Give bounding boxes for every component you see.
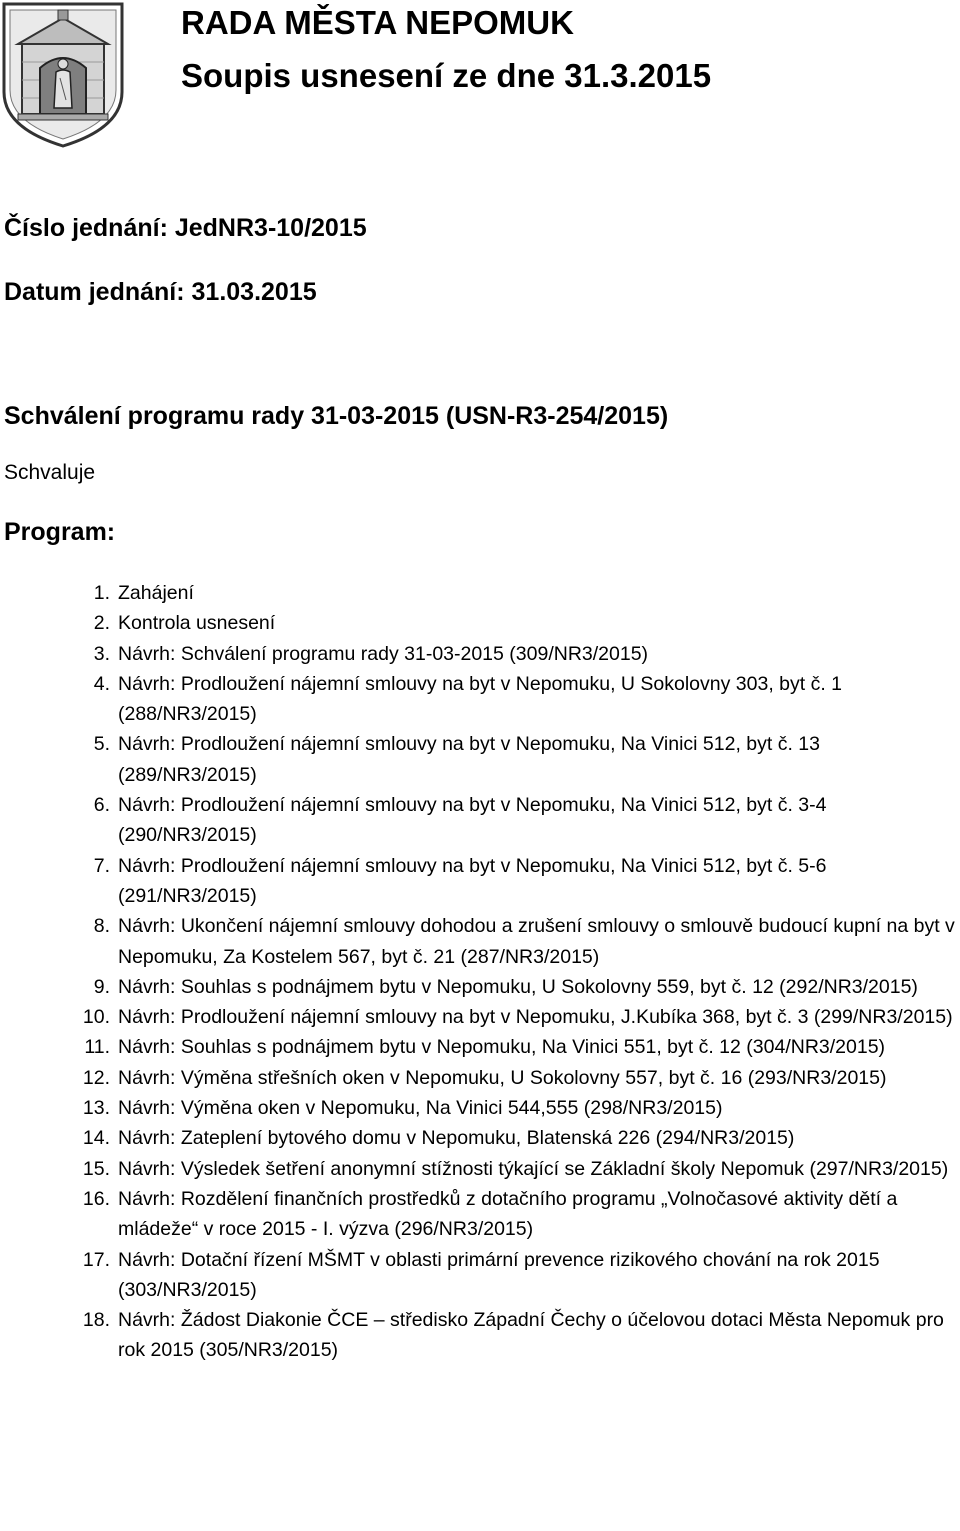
- item-number: 1.: [93, 582, 110, 604]
- case-number: Číslo jednání: JedNR3-10/2015: [4, 214, 367, 242]
- program-item: [0, 911, 960, 972]
- program-item: [0, 669, 960, 730]
- item-number: 12.: [82, 1066, 110, 1089]
- item-text: Návrh: Výměna střešních oken v Nepomuku, U Sokolovny 557, byt č. 16 (293/NR3/2015): [118, 1066, 887, 1089]
- item-number: 14.: [82, 1127, 110, 1150]
- program-item: [0, 1123, 960, 1153]
- meeting-date: Datum jednání: 31.03.2015: [4, 278, 317, 306]
- item-text: Návrh: Dotační řízení MŠMT v oblasti primární prevence rizikového chování na rok 2015 (303/NR3/2015): [118, 1248, 880, 1301]
- item-text: Kontrola usnesení: [118, 612, 276, 635]
- item-text: Zahájení: [118, 582, 194, 604]
- program-item: [0, 1154, 960, 1184]
- program-item: [0, 1063, 960, 1093]
- item-number: 2.: [93, 612, 110, 635]
- program-item: [0, 578, 960, 608]
- program-item: [0, 972, 960, 1002]
- item-number: 13.: [82, 1097, 110, 1120]
- item-number: 8.: [93, 915, 110, 938]
- program-item: [0, 608, 960, 638]
- item-text: Návrh: Prodloužení nájemní smlouvy na byt v Nepomuku, J.Kubíka 368, byt č. 3 (299/NR3/2015): [118, 1006, 953, 1029]
- item-number: 15.: [82, 1157, 110, 1180]
- item-text: Návrh: Prodloužení nájemní smlouvy na byt v Nepomuku, Na Vinici 512, byt č. 3-4 (290/NR3/2015): [118, 794, 827, 847]
- program-item: [0, 1305, 960, 1366]
- item-text: Návrh: Výsledek šetření anonymní stížnosti týkající se Základní školy Nepomuk (297/NR3/2015): [118, 1157, 949, 1180]
- item-text: Návrh: Souhlas s podnájmem bytu v Nepomuku, Na Vinici 551, byt č. 12 (304/NR3/2015): [118, 1036, 886, 1059]
- item-text: Návrh: Ukončení nájemní smlouvy dohodou a zrušení smlouvy o smlouvě budoucí kupní na byt v Nepomuku, Za Kostelem 567, byt č. 21 (287/NR3/2015): [118, 915, 955, 968]
- program-heading: Program:: [4, 518, 116, 546]
- program-item: [0, 851, 960, 912]
- item-text: Návrh: Schválení programu rady 31-03-2015 (309/NR3/2015): [118, 642, 649, 665]
- program-item: [0, 1184, 960, 1245]
- item-number: 16.: [82, 1187, 110, 1210]
- item-text: Návrh: Souhlas s podnájmem bytu v Nepomuku, U Sokolovny 559, byt č. 12 (292/NR3/2015): [118, 975, 918, 998]
- item-number: 7.: [93, 854, 110, 877]
- item-text: Návrh: Výměna oken v Nepomuku, Na Vinici 544,555 (298/NR3/2015): [118, 1097, 723, 1120]
- program-item: [0, 1032, 960, 1062]
- program-list: [0, 578, 960, 1366]
- item-text: Návrh: Žádost Diakonie ČCE – středisko Západní Čechy o účelovou dotaci Města Nepomuk pro rok 2015 (305/NR3/2015): [118, 1309, 944, 1362]
- item-number: 9.: [93, 975, 110, 998]
- town-coat-of-arms-logo: [0, 0, 126, 150]
- item-text: Návrh: Prodloužení nájemní smlouvy na byt v Nepomuku, Na Vinici 512, byt č. 5-6 (291/NR3/2015): [118, 854, 827, 907]
- program-item: [0, 1002, 960, 1032]
- item-number: 11.: [84, 1036, 110, 1059]
- item-number: 5.: [93, 733, 110, 756]
- resolution-verb: Schvaluje: [4, 461, 96, 484]
- program-item: [0, 1245, 960, 1306]
- item-text: Návrh: Zateplení bytového domu v Nepomuku, Blatenská 226 (294/NR3/2015): [118, 1127, 795, 1150]
- item-number: 18.: [82, 1309, 110, 1332]
- program-item: [0, 1093, 960, 1123]
- program-item: [0, 639, 960, 669]
- document-title: Soupis usnesení ze dne 31.3.2015: [181, 57, 712, 94]
- item-text: Návrh: Prodloužení nájemní smlouvy na byt v Nepomuku, Na Vinici 512, byt č. 13 (289/NR3/2015): [118, 733, 820, 786]
- program-item: [0, 790, 960, 851]
- item-number: 3.: [93, 642, 110, 665]
- program-item: [0, 729, 960, 790]
- item-text: Návrh: Rozdělení finančních prostředků z dotačního programu „Volnočasové aktivity dětí a mládeže“ v roce 2015 - I. výzva (296/NR3/2015): [118, 1187, 898, 1241]
- item-number: 4.: [93, 672, 110, 695]
- resolution-title: Schválení programu rady 31-03-2015 (USN-R3-254/2015): [4, 402, 669, 430]
- item-number: 17.: [82, 1248, 110, 1271]
- item-number: 6.: [93, 794, 110, 817]
- council-title: RADA MĚSTA NEPOMUK: [181, 4, 574, 41]
- item-text: Návrh: Prodloužení nájemní smlouvy na byt v Nepomuku, U Sokolovny 303, byt č. 1 (288/NR3/2015): [118, 672, 843, 726]
- item-number: 10.: [82, 1006, 110, 1029]
